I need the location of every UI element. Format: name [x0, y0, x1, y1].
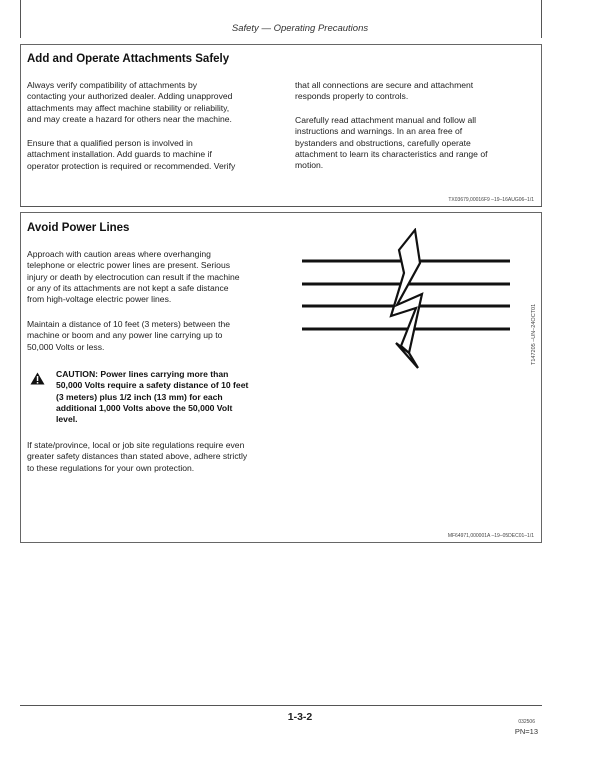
power-line-lightning-illustration [296, 228, 526, 378]
section1-bottom-rule [20, 206, 542, 207]
section1-col2-paragraph1: that all connections are secure and attachment responds properly to controls. [295, 80, 474, 102]
section1-col1-paragraph2: Ensure that a qualified person is involved in attachment installation. Add guards to machine if operator protection is required or recommended. Verify [27, 138, 236, 171]
section2-paragraph3: If state/province, local or job site regulations require even greater safety distances than stated above, adhere strictly to these regulations for your own protection. [27, 440, 248, 473]
page-header-title: Safety — Operating Precautions [231, 23, 369, 34]
footer-page-code: PN=13 [514, 727, 538, 736]
caution-text: CAUTION: Power lines carrying more than 50,000 Volts require a safety distance of 10 feet (3 meters) plus 1/2 inch (13 mm) for each additional 1,000 Volts above the 50,000 Volt level. [56, 369, 249, 425]
illustration-reference-code: T147205 –UN–24OCT01 [531, 303, 537, 365]
footer-date: 032506 [518, 719, 535, 725]
footer-rule [20, 705, 542, 706]
section2-reference-code: MF64971,000001A –19–05DEC01–1/1 [447, 533, 534, 539]
section1-col2-paragraph2: Carefully read attachment manual and follow all instructions and warnings. In an area free of bystanders and obstructions, carefully operate attachment to learn its characteristics and range of motion. [295, 115, 488, 171]
section2-paragraph2: Maintain a distance of 10 feet (3 meters) between the machine or boom and any power line carrying up to 50,000 Volts or less. [27, 319, 231, 352]
section1-reference-code: TX03679,00016F9 –19–16AUG06–1/1 [448, 197, 534, 203]
section1-title: Add and Operate Attachments Safely [27, 53, 230, 65]
section2-paragraph1: Approach with caution areas where overhanging telephone or electric power lines are present. Serious injury or death by electrocution can result if the machine or any of its attachments are not kept a safe distance from high-voltage electric power lines. [27, 249, 240, 305]
caution-warning-icon [30, 372, 45, 385]
section1-col1-paragraph1: Always verify compatibility of attachments by contacting your authorized dealer. Adding unapproved attachments may affect machine stability or reliability, and may create a hazard for others near the machine. [27, 80, 233, 124]
page-number: 1-3-2 [287, 711, 313, 723]
section2-title: Avoid Power Lines [27, 222, 130, 234]
